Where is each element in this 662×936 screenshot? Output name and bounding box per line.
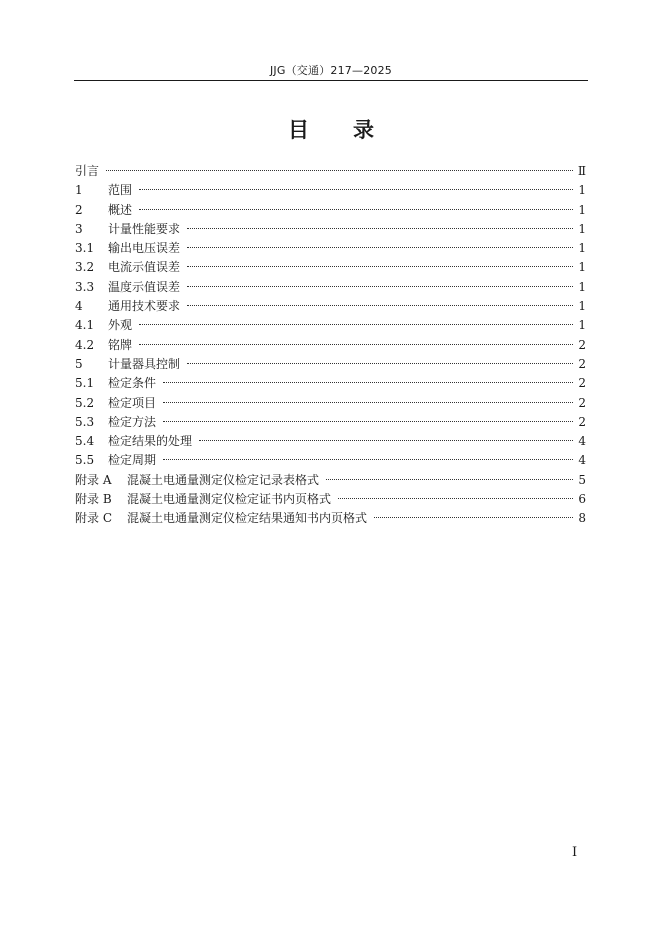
toc-dot-leader (139, 344, 573, 345)
toc-dot-leader (199, 440, 573, 441)
toc-dot-leader (187, 305, 573, 306)
toc-entry (75, 297, 586, 316)
toc-entry (75, 336, 586, 355)
toc-entry-label: 检定方法 (108, 414, 157, 429)
toc-dot-leader (326, 479, 573, 480)
toc-entry-label: 计量性能要求 (108, 221, 181, 236)
toc-dot-leader (163, 402, 573, 403)
toc-entry-label: 检定周期 (108, 453, 157, 468)
toc-entry (75, 181, 586, 200)
toc-entry-number: 3.2 (75, 260, 95, 275)
toc-entry-number: 1 (75, 183, 83, 198)
table-of-contents (75, 162, 586, 529)
toc-entry-label: 范围 (108, 183, 133, 198)
toc-dot-leader (163, 459, 573, 460)
page-number: I (572, 845, 578, 860)
toc-entry-page: 2 (578, 337, 586, 352)
toc-entry-page: 1 (578, 299, 586, 314)
toc-dot-leader (163, 382, 573, 383)
toc-entry-number: 4 (75, 299, 83, 314)
toc-dot-leader (163, 421, 573, 422)
toc-entry-label: 电流示值误差 (108, 260, 181, 275)
toc-entry-page: 1 (578, 279, 586, 294)
toc-entry-page: 1 (578, 241, 586, 256)
toc-entry-label: 混凝土电通量测定仪检定记录表格式 (127, 472, 320, 487)
toc-entry-number: 5 (75, 356, 83, 371)
toc-dot-leader (187, 266, 573, 267)
toc-entry-label: 混凝土电通量测定仪检定结果通知书内页格式 (127, 511, 368, 526)
toc-entry-page: 2 (578, 376, 586, 391)
toc-entry-number: 5.2 (75, 395, 95, 410)
toc-entry-page: 2 (578, 414, 586, 429)
toc-dot-leader (106, 170, 573, 171)
toc-entry-label: 输出电压误差 (108, 241, 181, 256)
toc-entry-label: 检定项目 (108, 395, 157, 410)
toc-entry (75, 374, 586, 393)
toc-entry-page: 4 (578, 434, 586, 449)
toc-entry (75, 490, 586, 509)
toc-entry (75, 509, 586, 528)
toc-entry-page: 8 (578, 511, 586, 526)
toc-dot-leader (187, 363, 573, 364)
toc-entry (75, 220, 586, 239)
toc-entry-number: 5.3 (75, 414, 95, 429)
toc-entry-number: 2 (75, 202, 83, 217)
toc-entry (75, 258, 586, 277)
toc-dot-leader (139, 324, 573, 325)
toc-entry-page: 2 (578, 395, 586, 410)
toc-entry-number: 3.3 (75, 279, 95, 294)
toc-entry-label: 概述 (108, 202, 133, 217)
toc-entry-page: 5 (578, 472, 586, 487)
toc-dot-leader (187, 286, 573, 287)
toc-entry-page: 1 (578, 202, 586, 217)
toc-entry-number: 附录 C (75, 511, 112, 526)
toc-entry (75, 451, 586, 470)
toc-entry (75, 413, 586, 432)
toc-dot-leader (139, 209, 573, 210)
toc-entry-page: 1 (578, 221, 586, 236)
toc-entry-number: 5.5 (75, 453, 95, 468)
toc-entry-number: 4.1 (75, 318, 95, 333)
toc-entry-number: 4.2 (75, 337, 95, 352)
toc-entry-page: Ⅱ (577, 164, 586, 178)
toc-entry-page: 1 (578, 183, 586, 198)
toc-dot-leader (187, 247, 573, 248)
toc-entry-label: 混凝土电通量测定仪检定证书内页格式 (127, 492, 332, 507)
toc-entry (75, 471, 586, 490)
toc-entry-label: 通用技术要求 (108, 299, 181, 314)
toc-entry-page: 2 (578, 356, 586, 371)
toc-dot-leader (338, 498, 573, 499)
toc-entry (75, 239, 586, 258)
running-header: JJG（交通）217—2025 (269, 64, 392, 77)
toc-entry-number: 附录 B (75, 492, 112, 507)
toc-entry (75, 432, 586, 451)
toc-dot-leader (139, 189, 573, 190)
toc-entry-label: 检定条件 (108, 376, 157, 391)
toc-entry (75, 278, 586, 297)
toc-entry (75, 162, 586, 181)
toc-entry-number: 5.1 (75, 376, 95, 391)
toc-entry (75, 316, 586, 335)
toc-entry-page: 4 (578, 453, 586, 468)
toc-entry-label: 检定结果的处理 (108, 434, 193, 449)
toc-entry (75, 201, 586, 220)
toc-entry-page: 1 (578, 318, 586, 333)
toc-entry-number: 附录 A (75, 472, 112, 487)
toc-dot-leader (374, 517, 573, 518)
toc-entry-label: 外观 (108, 318, 133, 333)
toc-entry-page: 1 (578, 260, 586, 275)
toc-entry-page: 6 (578, 492, 586, 507)
toc-dot-leader (187, 228, 573, 229)
toc-entry (75, 394, 586, 413)
toc-entry-label: 温度示值误差 (108, 279, 181, 294)
toc-entry-number: 5.4 (75, 434, 95, 449)
header-rule (74, 80, 588, 81)
toc-entry-number: 3 (75, 221, 83, 236)
toc-entry-number: 3.1 (75, 241, 95, 256)
toc-entry-label: 计量器具控制 (108, 356, 181, 371)
toc-entry-label: 引言 (75, 164, 100, 178)
page-title: 目录 (288, 118, 418, 142)
toc-entry (75, 355, 586, 374)
toc-entry-label: 铭牌 (108, 337, 133, 352)
